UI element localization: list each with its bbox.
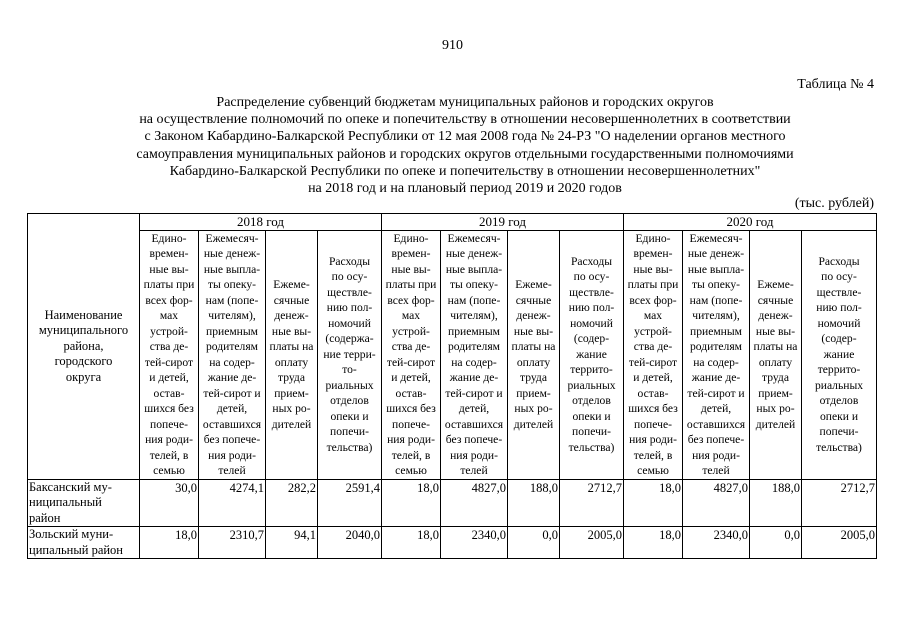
header-line: округа	[65, 369, 102, 384]
header-line: чителям),	[692, 309, 740, 322]
header-line: жание	[576, 347, 607, 361]
value-cell: 18,0	[624, 479, 683, 527]
header-line: ные денеж-	[687, 247, 745, 260]
header-line: ные вы-	[271, 324, 312, 338]
header-line: ные выпла-	[445, 262, 503, 276]
header-line: (содер-	[821, 332, 857, 346]
year-header: 2019 год	[382, 214, 624, 231]
header-line: семью	[637, 464, 669, 477]
header-line: всех фор-	[145, 293, 193, 307]
header-line: приемным	[689, 324, 743, 338]
header-line: мах	[401, 309, 421, 322]
header-line: без попече-	[687, 433, 745, 446]
header-line: и детей,	[633, 371, 673, 384]
header-line: платы на	[753, 340, 798, 353]
header-line: на содер-	[209, 355, 255, 369]
table-row	[28, 479, 877, 527]
page-number: 910	[442, 38, 463, 53]
municipality-name	[28, 479, 140, 527]
header-line: риальных	[567, 378, 616, 392]
header-line: жание де-	[691, 371, 741, 384]
header-line: попече-	[634, 417, 672, 431]
header-line: Расходы	[328, 254, 371, 268]
header-line: Ежеме-	[515, 278, 552, 291]
header-line: шихся без	[628, 402, 678, 415]
value-cell: 4827,0	[441, 479, 508, 527]
header-line: опеки и	[572, 409, 611, 423]
header-line: семью	[153, 464, 185, 477]
value-cell: 188,0	[750, 479, 802, 527]
header-line: телей	[218, 464, 246, 477]
header-line: и детей,	[149, 371, 189, 384]
header-line: телей	[702, 464, 730, 477]
header-line: оставшихся	[686, 417, 746, 431]
header-line: прием-	[758, 386, 793, 400]
header-line: ные выпла-	[687, 262, 745, 276]
header-line: тей-сирот	[386, 355, 436, 369]
header-line: риальных	[814, 378, 864, 392]
title-line: самоуправления муниципальных районов и городских округов отдельными государственными полномочиями	[136, 146, 794, 162]
value-cell: 0,0	[508, 527, 560, 559]
header-line: устрой-	[150, 324, 188, 338]
header-line: платы при	[385, 278, 437, 291]
header-line: по осу-	[821, 270, 857, 284]
table-row	[28, 527, 877, 559]
header-line: жание де-	[449, 371, 499, 384]
header-line: ные вы-	[149, 262, 189, 276]
header-line: номочий	[817, 316, 861, 330]
header-line: тельства)	[816, 440, 862, 454]
header-line: ния роди-	[629, 433, 677, 446]
value-cell: 2340,0	[441, 527, 508, 559]
one-time-payments-header	[382, 230, 441, 479]
value-cell: 18,0	[382, 527, 441, 559]
header-line: ние терри-	[323, 347, 376, 361]
header-line: тей-сирот и	[203, 386, 261, 400]
name-line: район	[29, 510, 61, 525]
header-line: ных ро-	[272, 402, 311, 415]
header-line: тей-сирот и	[687, 386, 745, 400]
header-line: отделов	[572, 394, 611, 408]
header-line: труда	[278, 371, 305, 384]
header-line: телей, в	[633, 448, 673, 462]
value-cell: 2005,0	[560, 527, 624, 559]
header-line: без попече-	[203, 433, 261, 446]
header-line: ния роди-	[208, 448, 256, 462]
header-line: времен-	[391, 247, 431, 260]
header-line: времен-	[149, 247, 189, 260]
value-cell: 30,0	[140, 479, 199, 527]
header-line: Едино-	[151, 231, 187, 245]
table-label: Таблица № 4	[797, 77, 874, 92]
header-line: оплату	[758, 355, 793, 369]
header-line: ществле-	[816, 285, 862, 299]
header-line: Ежемесяч-	[447, 231, 501, 245]
value-cell: 18,0	[624, 527, 683, 559]
header-line: оплату	[516, 355, 551, 369]
header-line: денеж-	[758, 309, 793, 322]
header-line: ные вы-	[513, 324, 554, 338]
header-line: номочий	[328, 316, 371, 330]
header-line: нию пол-	[326, 301, 373, 315]
value-cell: 0,0	[750, 527, 802, 559]
units-label: (тыс. рублей)	[794, 196, 874, 211]
header-line: тельства)	[326, 440, 373, 454]
header-line: шихся без	[386, 402, 436, 415]
header-line: жание	[823, 347, 855, 361]
header-line: платы при	[627, 278, 679, 291]
header-line: ты опеку-	[691, 278, 741, 291]
value-cell: 94,1	[266, 527, 318, 559]
header-line: прием-	[274, 386, 309, 400]
header-line: ства де-	[149, 340, 189, 353]
header-line: ные вы-	[755, 324, 796, 338]
header-line: времен-	[633, 247, 673, 260]
name-line: Зольский муни-	[29, 527, 114, 541]
value-cell: 2712,7	[802, 479, 877, 527]
header-line: приемным	[447, 324, 501, 338]
header-line: оставшихся	[202, 417, 262, 431]
header-line: Ежемесяч-	[205, 231, 259, 245]
header-line: остав-	[153, 386, 185, 400]
header-line: городского	[54, 354, 113, 368]
admin-costs-header	[560, 230, 624, 479]
value-cell: 4274,1	[199, 479, 266, 527]
header-line: ния роди-	[450, 448, 498, 462]
subventions-table	[27, 213, 877, 559]
monthly-guardian-payments-header	[441, 230, 508, 479]
header-line: по осу-	[573, 270, 610, 284]
value-cell: 282,2	[266, 479, 318, 527]
header-line: нам (попе-	[447, 293, 501, 307]
header-line: платы при	[143, 278, 195, 291]
header-line: ществле-	[327, 285, 372, 299]
header-line: террито-	[817, 363, 861, 377]
table-title	[40, 94, 890, 197]
value-cell: 2340,0	[683, 527, 750, 559]
header-line: дителей	[271, 417, 312, 431]
municipality-header	[28, 214, 140, 480]
header-line: попечи-	[330, 425, 369, 439]
header-line: то-	[342, 363, 357, 377]
header-line: ных ро-	[514, 402, 553, 415]
header-line: оставшихся	[444, 417, 504, 431]
header-line: всех фор-	[629, 293, 677, 307]
monthly-guardian-payments-header	[683, 230, 750, 479]
header-line: опеки и	[819, 409, 859, 423]
header-line: на содер-	[693, 355, 739, 369]
header-line: прием-	[516, 386, 551, 400]
header-line: шихся без	[144, 402, 194, 415]
header-line: дителей	[513, 417, 554, 431]
header-line: жание де-	[207, 371, 257, 384]
header-line: платы на	[511, 340, 556, 353]
header-line: мах	[159, 309, 179, 322]
header-line: Ежеме-	[757, 278, 794, 291]
header-line: сячные	[515, 293, 552, 307]
header-line: тей-сирот и	[445, 386, 503, 400]
header-line: детей,	[216, 402, 248, 415]
header-line: ные денеж-	[203, 247, 261, 260]
header-line: всех фор-	[387, 293, 435, 307]
value-cell: 4827,0	[683, 479, 750, 527]
one-time-payments-header	[140, 230, 199, 479]
header-line: ты опеку-	[207, 278, 257, 291]
header-line: Едино-	[635, 231, 671, 245]
header-line: номочий	[570, 316, 613, 330]
header-line: ные выпла-	[203, 262, 261, 276]
header-line: ществле-	[569, 285, 614, 299]
header-line: попече-	[392, 417, 430, 431]
value-cell: 18,0	[382, 479, 441, 527]
header-line: родителям	[205, 340, 259, 353]
header-line: ные вы-	[391, 262, 431, 276]
header-line: Ежеме-	[273, 278, 310, 291]
one-time-payments-header	[624, 230, 683, 479]
header-line: остав-	[395, 386, 427, 400]
header-line: попече-	[150, 417, 188, 431]
header-line: ных ро-	[756, 402, 795, 415]
header-line: устрой-	[392, 324, 430, 338]
title-line: Кабардино-Балкарской Республики по опеке и попечительству в отношении несовершеннолетних"	[169, 163, 761, 179]
header-line: платы на	[269, 340, 314, 353]
header-line: Расходы	[570, 254, 613, 268]
header-line: муниципального	[38, 323, 129, 337]
header-line: Наименование	[44, 307, 123, 322]
header-line: тей-сирот	[144, 355, 194, 369]
header-line: детей,	[458, 402, 490, 415]
header-line: труда	[762, 371, 789, 384]
header-line: Расходы	[818, 254, 860, 268]
header-line: попечи-	[572, 425, 611, 439]
header-line: сячные	[757, 293, 794, 307]
header-line: террито-	[570, 363, 613, 377]
header-line: денеж-	[274, 309, 309, 322]
year-header: 2020 год	[624, 214, 877, 231]
value-cell: 188,0	[508, 479, 560, 527]
header-line: родителям	[447, 340, 501, 353]
header-line: телей	[460, 464, 488, 477]
header-line: оплату	[274, 355, 309, 369]
value-cell: 2591,4	[318, 479, 382, 527]
title-line: на осуществление полномочий по опеке и попечительству в отношении несовершеннолетних в соответствии	[139, 112, 791, 128]
header-line: Едино-	[393, 231, 429, 245]
monthly-guardian-payments-header	[199, 230, 266, 479]
header-line: района,	[63, 338, 104, 353]
header-line: мах	[643, 309, 663, 322]
header-line: Ежемесяч-	[689, 231, 743, 245]
header-line: остав-	[637, 386, 669, 400]
admin-costs-header	[802, 230, 877, 479]
header-line: на содер-	[451, 355, 497, 369]
foster-pay-header	[266, 230, 318, 479]
header-line: труда	[520, 371, 547, 384]
name-line: ципальный район	[29, 542, 123, 557]
header-line: без попече-	[445, 433, 503, 446]
header-line: телей, в	[391, 448, 431, 462]
header-line: нам (попе-	[205, 293, 259, 307]
header-line: нам (попе-	[689, 293, 743, 307]
header-line: нию пол-	[816, 301, 862, 315]
name-line: ниципальный	[29, 495, 102, 509]
header-line: денеж-	[516, 309, 551, 322]
header-line: тей-сирот	[628, 355, 678, 369]
foster-pay-header	[750, 230, 802, 479]
header-line: устрой-	[634, 324, 672, 338]
header-line: по осу-	[331, 270, 368, 284]
title-line: с Законом Кабардино-Балкарской Республики от 12 мая 2008 года № 24-РЗ "О наделении органов местного	[144, 129, 786, 145]
header-line: ты опеку-	[449, 278, 499, 291]
header-line: ния роди-	[387, 433, 435, 446]
title-line: Распределение субвенций бюджетам муниципальных районов и городских округов	[216, 95, 714, 110]
header-line: сячные	[273, 293, 310, 307]
header-line: родителям	[689, 340, 743, 353]
header-line: чителям),	[208, 309, 256, 322]
header-line: детей,	[700, 402, 732, 415]
header-line: ния роди-	[692, 448, 740, 462]
header-line: телей, в	[149, 448, 189, 462]
header-line: дителей	[755, 417, 796, 431]
header-line: отделов	[819, 394, 859, 408]
name-line: Баксанский му-	[29, 479, 112, 494]
header-line: тельства)	[568, 440, 615, 454]
header-line: (содер-	[573, 332, 610, 346]
header-line: (содержа-	[325, 332, 374, 346]
header-line: приемным	[205, 324, 259, 338]
foster-pay-header	[508, 230, 560, 479]
header-line: ные вы-	[633, 262, 673, 276]
value-cell: 2712,7	[560, 479, 624, 527]
value-cell: 2005,0	[802, 527, 877, 559]
header-line: чителям),	[450, 309, 498, 322]
header-line: отделов	[330, 394, 369, 408]
year-header: 2018 год	[140, 214, 382, 231]
header-line: семью	[395, 464, 427, 477]
header-line: ния роди-	[145, 433, 193, 446]
admin-costs-header	[318, 230, 382, 479]
municipality-name	[28, 527, 140, 559]
value-cell: 18,0	[140, 527, 199, 559]
header-line: попечи-	[819, 425, 859, 439]
header-line: ства де-	[391, 340, 431, 353]
value-cell: 2310,7	[199, 527, 266, 559]
header-line: нию пол-	[568, 301, 615, 315]
title-line: на 2018 год и на плановый период 2019 и 2020 годов	[308, 181, 622, 197]
header-line: и детей,	[391, 371, 431, 384]
header-line: риальных	[325, 378, 374, 392]
value-cell: 2040,0	[318, 527, 382, 559]
header-line: ные денеж-	[445, 247, 503, 260]
header-line: ства де-	[633, 340, 673, 353]
header-line: опеки и	[330, 409, 369, 423]
